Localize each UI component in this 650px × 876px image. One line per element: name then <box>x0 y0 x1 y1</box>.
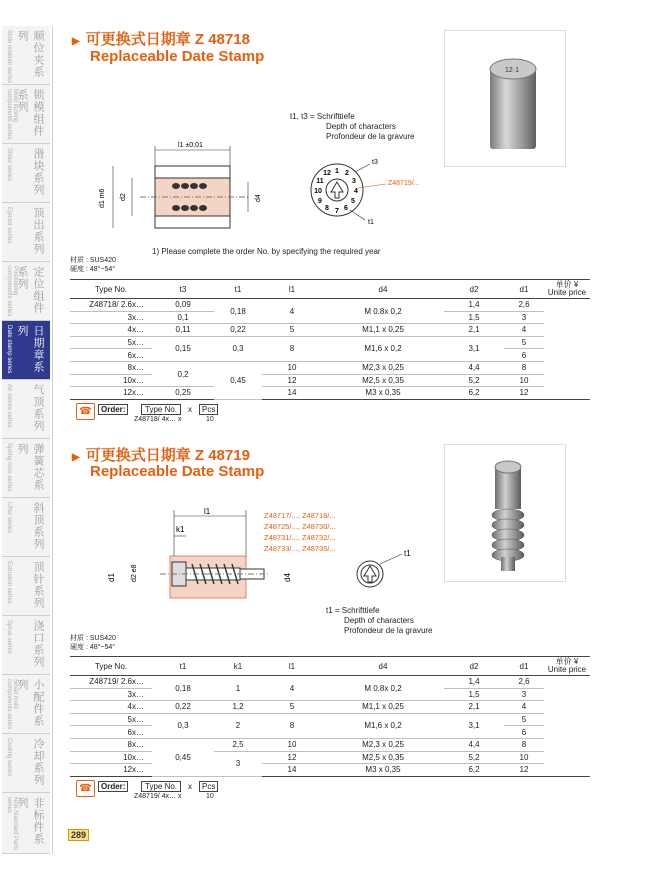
table-header-row <box>70 657 590 676</box>
sidebar-tab-date-stamp[interactable] <box>2 321 50 380</box>
col-header: d2 <box>444 657 504 676</box>
cell-k1: 1,2 <box>214 701 262 714</box>
tab-label-en: Positioning components series <box>6 266 18 317</box>
tab-label-cn: 顶出系列 <box>32 207 44 255</box>
dial-char: 10 <box>314 188 322 195</box>
cell-k1: 3 <box>214 751 262 776</box>
cell-t1: 0,45 <box>152 738 214 776</box>
order-type-field[interactable]: Type No. <box>141 781 181 792</box>
cell-d1: 8 <box>504 361 544 374</box>
dim-d4-label: d4 <box>283 573 292 582</box>
hardness-text: 硬度 : 48°~54° <box>70 266 116 273</box>
cell-t1: 0,3 <box>214 336 262 361</box>
compatible-ref: Z48733/..., Z48735/... <box>264 544 336 553</box>
dial-char: 5 <box>351 198 355 205</box>
tab-label-en: Cooling series <box>6 738 12 777</box>
col-header: t1 <box>214 280 262 299</box>
cell-l1: 8 <box>262 336 322 361</box>
tab-label-en: Slide retainer series <box>6 30 12 84</box>
tab-label-cn: 冷却系列 <box>32 738 44 786</box>
sidebar-divider <box>52 26 53 854</box>
table-row <box>70 299 590 312</box>
col-header: t3 <box>152 280 214 299</box>
cell-k1: 1 <box>214 676 262 701</box>
cell-d1: 6 <box>504 349 544 362</box>
note-line: t1 = Schrifttiefe <box>326 606 380 615</box>
dim-l1-label: l1 <box>204 507 211 516</box>
sidebar-tab-sprue[interactable] <box>2 616 50 675</box>
cell-d2: 3,1 <box>444 713 504 738</box>
dim-t1-label: t1 <box>404 549 411 558</box>
note-line: t1, t3 = Schrifttiefe <box>290 112 355 121</box>
cell-d1: 2,6 <box>504 676 544 689</box>
cell-d4: M 0.8x 0,2 <box>322 299 444 324</box>
cell-d4: M3 x 0,35 <box>322 387 444 400</box>
tab-label-en: Mold locking components series <box>6 89 18 140</box>
section1-title-en: Replaceable Date Stamp <box>90 48 265 65</box>
note-line: Profondeur de la gravure <box>326 132 415 141</box>
cell-t1: 0,18 <box>214 299 262 324</box>
note-line: Depth of characters <box>326 122 396 131</box>
section2-title-cn-text: 可更换式日期章 Z 48719 <box>85 447 250 464</box>
table-row <box>70 361 590 374</box>
dim-t1-label: t1 <box>368 219 374 226</box>
col-header: k1 <box>214 657 262 676</box>
table-row <box>70 701 590 714</box>
material-text: 材质 : SUS420 <box>70 257 116 264</box>
order-example-qty: 10 <box>206 416 214 423</box>
cell-t1: 0,22 <box>152 701 214 714</box>
table-row <box>70 713 590 726</box>
cell-t3: 0,25 <box>152 387 214 400</box>
cell-d4: M2,5 x 0,35 <box>322 374 444 387</box>
cell-d1: 2,6 <box>504 299 544 312</box>
order-pcs-field[interactable]: Pcs <box>199 781 218 792</box>
cell-l1: 4 <box>262 676 322 701</box>
cell-type: 8x… <box>70 361 152 374</box>
cell-d2: 1,5 <box>444 688 504 701</box>
order-label: Order: <box>98 404 128 415</box>
sidebar <box>0 26 52 854</box>
cell-d1: 12 <box>504 764 544 777</box>
tab-label-cn: 顶针系列 <box>32 561 44 609</box>
order-times: x <box>188 782 192 791</box>
table-header-row <box>70 280 590 299</box>
cell-d4: M2,5 x 0,35 <box>322 751 444 764</box>
col-header: l1 <box>262 657 322 676</box>
cell-d1: 8 <box>504 738 544 751</box>
svg-text:12·1: 12·1 <box>505 67 520 74</box>
cell-d4: M1,1 x 0,25 <box>322 324 444 337</box>
cell-type: 6x… <box>70 726 152 739</box>
cell-d1: 12 <box>504 387 544 400</box>
section1-technical-drawing <box>80 138 440 243</box>
tab-label-cn: 日期章系列 <box>16 325 44 373</box>
order-label: Order: <box>98 781 128 792</box>
tab-label-en: Ejector series <box>6 207 12 244</box>
section2-material <box>70 634 116 652</box>
order-example: Z48718/ 4x… x <box>134 416 182 423</box>
cell-price <box>544 299 590 400</box>
dial-char: 1 <box>335 168 339 175</box>
dim-d1-label: d1 <box>107 573 116 582</box>
cell-t1: 0,18 <box>152 676 214 701</box>
col-header: t1 <box>152 657 214 676</box>
section2-order-box <box>76 780 276 806</box>
dial-char: 2 <box>345 170 349 177</box>
dim-d1-label: d1 m6 <box>99 188 106 208</box>
stamp-pin-photo-icon <box>445 31 565 166</box>
cell-l1: 4 <box>262 299 322 324</box>
dial-char: 4 <box>354 188 358 195</box>
section2-title-en: Replaceable Date Stamp <box>90 463 265 480</box>
cell-t1: 0,45 <box>214 361 262 399</box>
sidebar-tab-positioning[interactable] <box>2 262 50 321</box>
dial-char: 3 <box>352 178 356 185</box>
sidebar-tab-ejector[interactable] <box>2 203 50 262</box>
order-type-field[interactable]: Type No. <box>141 404 181 415</box>
cell-price <box>544 676 590 777</box>
cell-d1: 5 <box>504 713 544 726</box>
cell-d2: 4,4 <box>444 361 504 374</box>
triangle-bullet-icon: ▶ <box>72 36 80 47</box>
tab-label-cn: 浇口系列 <box>32 620 44 668</box>
cell-l1: 14 <box>262 387 322 400</box>
dim-d2-label: d2 e8 <box>131 564 138 582</box>
tab-label-en: Lifter series <box>6 502 12 534</box>
cell-d1: 4 <box>504 324 544 337</box>
section2-technical-drawing <box>100 506 460 602</box>
cell-d4: M2,3 x 0,25 <box>322 738 444 751</box>
order-times: x <box>188 405 192 414</box>
table-row <box>70 676 590 689</box>
tab-label-cn: 斜顶系列 <box>32 502 44 550</box>
cell-type: 10x… <box>70 374 152 387</box>
sidebar-tab-extrusion[interactable] <box>2 557 50 616</box>
cell-l1: 12 <box>262 751 322 764</box>
cell-d2: 1,5 <box>444 311 504 324</box>
cell-d1: 10 <box>504 374 544 387</box>
tab-label-en: Slider series <box>6 148 12 182</box>
sidebar-tab-spring-core[interactable] <box>2 439 50 498</box>
triangle-bullet-icon: ▶ <box>72 452 80 463</box>
cell-t1: 0,22 <box>214 324 262 337</box>
dial-char: 11 <box>316 178 324 185</box>
section2-spec-table <box>70 656 590 777</box>
section1-order-box <box>76 403 276 429</box>
tab-label-cn: 锁模组件系列 <box>16 89 44 137</box>
table-row <box>70 336 590 349</box>
cell-type: 12x… <box>70 387 152 400</box>
cell-d2: 6,2 <box>444 764 504 777</box>
dial-char: 7 <box>335 208 339 215</box>
col-header: d1 <box>504 657 544 676</box>
col-header-price <box>544 280 590 299</box>
cell-d4: M1,1 x 0,25 <box>322 701 444 714</box>
cell-d1: 4 <box>504 701 544 714</box>
col-header: Type No. <box>70 657 152 676</box>
cell-d1: 10 <box>504 751 544 764</box>
cell-d1: 3 <box>504 311 544 324</box>
cell-type: 4x… <box>70 324 152 337</box>
col-header-price <box>544 657 590 676</box>
ref-z48719-label: Z48719/... <box>388 180 420 187</box>
order-example: Z48719/ 4x… x <box>134 793 182 800</box>
note-line: Depth of characters <box>344 616 414 625</box>
cell-l1: 14 <box>262 764 322 777</box>
table-row <box>70 738 590 751</box>
cell-type: 12x… <box>70 764 152 777</box>
section1-material <box>70 256 116 274</box>
dim-d4-label: d4 <box>255 194 262 202</box>
cell-d2: 5,2 <box>444 374 504 387</box>
tab-label-cn: 气顶系列 <box>32 384 44 432</box>
price-en: Unite price <box>547 288 587 297</box>
cell-t3: 0,09 <box>152 299 214 312</box>
cell-d2: 5,2 <box>444 751 504 764</box>
material-text: 材质 : SUS420 <box>70 635 116 642</box>
cell-d4: M1,6 x 0,2 <box>322 336 444 361</box>
sidebar-tab-slider[interactable] <box>2 144 50 203</box>
sidebar-tab-air-valves[interactable] <box>2 380 50 439</box>
tab-label-en: Small mold components series <box>6 679 18 730</box>
col-header: Type No. <box>70 280 152 299</box>
cell-type: 10x… <box>70 751 152 764</box>
cell-t3: 0,2 <box>152 361 214 386</box>
sidebar-tab-mold-locking[interactable] <box>2 85 50 144</box>
col-header: l1 <box>262 280 322 299</box>
cell-l1: 10 <box>262 361 322 374</box>
cell-d4: M 0.8x 0,2 <box>322 676 444 701</box>
tab-label-cn: 滑块系列 <box>32 148 44 196</box>
cell-d4: M1,6 x 0,2 <box>322 713 444 738</box>
cell-d2: 2,1 <box>444 324 504 337</box>
tab-label-en: Date stamp series <box>6 325 12 374</box>
sidebar-tab-cooling[interactable] <box>2 734 50 793</box>
cell-l1: 12 <box>262 374 322 387</box>
cell-d1: 5 <box>504 336 544 349</box>
sidebar-tab-slide-retainer[interactable] <box>2 26 50 85</box>
tab-label-en: Extrusion series <box>6 561 12 604</box>
phone-icon: ☎ <box>76 780 95 797</box>
cell-t1: 0,3 <box>152 713 214 738</box>
cell-d4: M3 x 0,35 <box>322 764 444 777</box>
dial-char: 8 <box>325 205 329 212</box>
tab-label-en: Non-Standard Parts series <box>6 797 18 851</box>
col-header: d1 <box>504 280 544 299</box>
order-example-qty: 10 <box>206 793 214 800</box>
cell-type: 5x… <box>70 713 152 726</box>
phone-icon: ☎ <box>76 403 95 420</box>
cell-d2: 4,4 <box>444 738 504 751</box>
price-en: Unite price <box>547 665 587 674</box>
stamp-screw-photo-icon <box>445 445 565 581</box>
price-cn: 单价 ¥ <box>555 657 579 666</box>
cell-k1: 2,5 <box>214 738 262 751</box>
compatible-ref: Z48717/..., Z48718/... <box>264 511 336 520</box>
col-header: d4 <box>322 280 444 299</box>
section1-title-cn <box>72 28 250 49</box>
tab-label-cn: 定位组件系列 <box>16 266 44 314</box>
cell-type: 3x… <box>70 311 152 324</box>
dim-l1-label: l1 ±0,01 <box>178 142 203 149</box>
cell-l1: 5 <box>262 324 322 337</box>
tab-label-cn: 非标件系列 <box>16 797 44 845</box>
table-row <box>70 764 590 777</box>
note-line: Profondeur de la gravure <box>344 626 433 635</box>
table-row <box>70 374 590 387</box>
dial-char: 6 <box>344 205 348 212</box>
tab-label-cn: 小配件系列 <box>16 679 44 727</box>
cell-d2: 1,4 <box>444 299 504 312</box>
dim-k1-label: k1 <box>176 525 185 534</box>
dial-char: 9 <box>318 198 322 205</box>
cell-type: 8x… <box>70 738 152 751</box>
dim-t3-label: t3 <box>372 159 378 166</box>
tab-label-cn: 顺位夹系列 <box>16 30 44 78</box>
cell-type: Z48719/ 2.6x… <box>70 676 152 689</box>
cell-t3: 0,1 <box>152 311 214 324</box>
product-photo-z48719 <box>444 444 566 582</box>
cell-l1: 8 <box>262 713 322 738</box>
section1-spec-table <box>70 279 590 400</box>
compatible-ref: Z48725/..., Z48730/... <box>264 522 336 531</box>
cell-l1: 10 <box>262 738 322 751</box>
cell-type: 4x… <box>70 701 152 714</box>
cell-d1: 3 <box>504 688 544 701</box>
table-row <box>70 751 590 764</box>
product-photo-z48718 <box>444 30 566 167</box>
tab-label-cn: 弹簧芯系列 <box>16 443 44 491</box>
cell-type: Z48718/ 2.6x… <box>70 299 152 312</box>
tab-label-en: Sprue series <box>6 620 12 654</box>
hardness-text: 硬度 : 48°~54° <box>70 644 116 651</box>
section2-depth-note <box>326 606 433 636</box>
order-pcs-field[interactable]: Pcs <box>199 404 218 415</box>
price-cn: 单价 ¥ <box>555 280 579 289</box>
cell-d2: 1,4 <box>444 676 504 689</box>
cell-t3: 0,15 <box>152 336 214 361</box>
dial-char: 12 <box>323 170 331 177</box>
col-header: d4 <box>322 657 444 676</box>
dim-d2-label: d2 <box>120 193 127 201</box>
col-header: d2 <box>444 280 504 299</box>
cell-d4: M2,3 x 0,25 <box>322 361 444 374</box>
sidebar-tab-lifter[interactable] <box>2 498 50 557</box>
cell-d2: 2,1 <box>444 701 504 714</box>
cell-type: 3x… <box>70 688 152 701</box>
compatible-ref: Z48731/..., Z48732/... <box>264 533 336 542</box>
page-number: 289 <box>68 829 89 841</box>
table-row <box>70 324 590 337</box>
cell-k1: 2 <box>214 713 262 738</box>
table-row <box>70 387 590 400</box>
cell-d2: 6,2 <box>444 387 504 400</box>
cell-d1: 6 <box>504 726 544 739</box>
cell-l1: 5 <box>262 701 322 714</box>
tab-label-en: Air valves series <box>6 384 12 428</box>
compatible-stamps-list <box>264 511 336 553</box>
section1-title-cn-text: 可更换式日期章 Z 48718 <box>85 31 250 48</box>
sidebar-tab-non-standard[interactable] <box>2 793 50 854</box>
section1-footnote: 1) Please complete the order No. by specifying the required year <box>152 247 381 256</box>
sidebar-tab-small-components[interactable] <box>2 675 50 734</box>
tab-label-en: Spring core series <box>6 443 12 492</box>
cell-type: 6x… <box>70 349 152 362</box>
cell-d2: 3,1 <box>444 336 504 361</box>
section2-title-cn <box>72 444 250 465</box>
cell-type: 5x… <box>70 336 152 349</box>
cell-t3: 0,11 <box>152 324 214 337</box>
